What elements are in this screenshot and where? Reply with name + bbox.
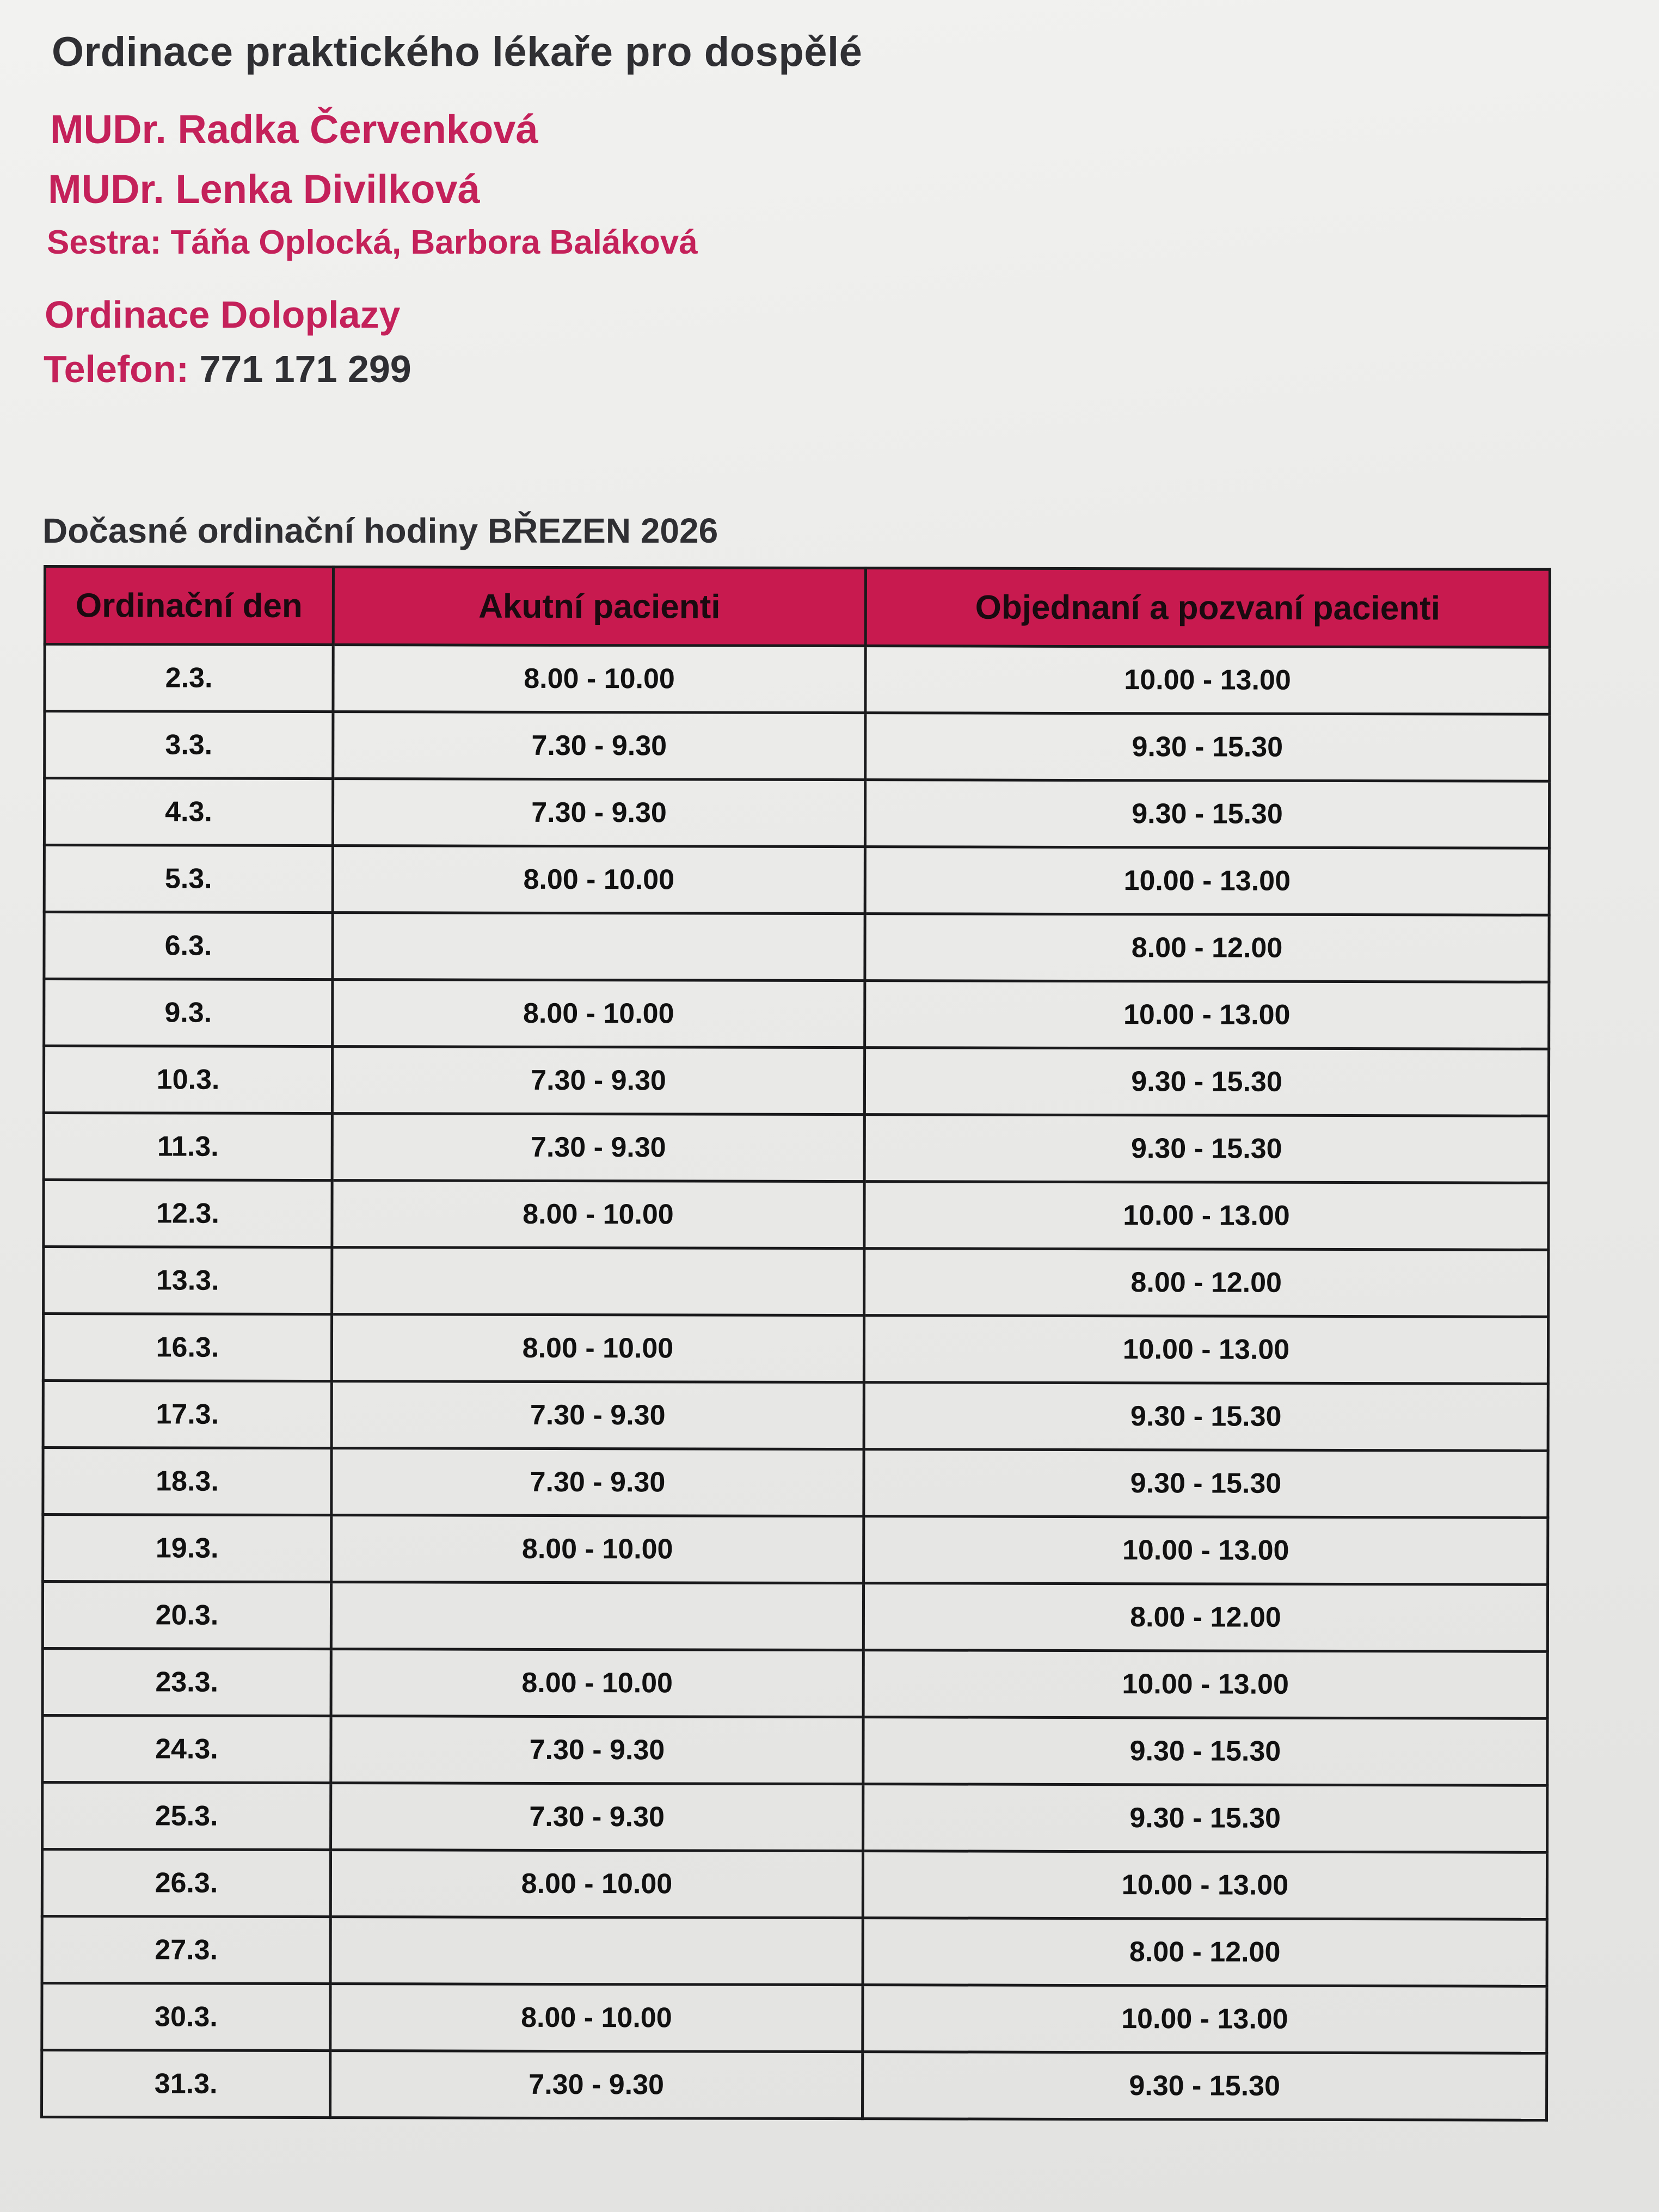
cell-booked: 9.30 - 15.30 <box>864 1115 1549 1183</box>
cell-acute: 8.00 - 10.00 <box>331 1314 864 1382</box>
cell-acute: 7.30 - 9.30 <box>333 779 865 847</box>
cell-acute <box>333 913 865 981</box>
cell-day: 4.3. <box>44 778 333 846</box>
cell-acute: 8.00 - 10.00 <box>333 846 865 914</box>
cell-acute: 8.00 - 10.00 <box>333 645 865 713</box>
nurses-line: Sestra: Táňa Oplocká, Barbora Baláková <box>47 224 698 261</box>
cell-booked: 10.00 - 13.00 <box>865 646 1550 715</box>
cell-booked: 10.00 - 13.00 <box>865 847 1549 915</box>
cell-day: 13.3. <box>44 1247 332 1314</box>
cell-acute: 7.30 - 9.30 <box>331 1448 864 1516</box>
cell-day: 31.3. <box>42 2050 330 2117</box>
cell-day: 26.3. <box>42 1850 330 1917</box>
cell-acute <box>331 1582 863 1650</box>
phone-label: Telefon: <box>44 348 189 390</box>
cell-acute: 8.00 - 10.00 <box>331 1515 864 1583</box>
cell-booked: 10.00 - 13.00 <box>863 1650 1547 1719</box>
cell-acute: 8.00 - 10.00 <box>331 1649 863 1717</box>
table-row <box>44 979 1549 1049</box>
cell-day: 30.3. <box>42 1983 330 2050</box>
table-header-row <box>45 567 1550 648</box>
table-row <box>42 1916 1547 1986</box>
schedule-table <box>40 565 1551 2122</box>
cell-booked: 9.30 - 15.30 <box>864 1048 1549 1116</box>
cell-booked: 9.30 - 15.30 <box>863 1717 1547 1786</box>
column-header-acute: Akutní pacienti <box>333 567 865 646</box>
cell-booked: 8.00 - 12.00 <box>865 914 1549 982</box>
cell-day: 25.3. <box>42 1783 331 1850</box>
cell-booked: 10.00 - 13.00 <box>865 981 1549 1049</box>
cell-day: 27.3. <box>42 1916 330 1983</box>
cell-acute: 7.30 - 9.30 <box>331 1783 863 1851</box>
table-row <box>42 1783 1547 1853</box>
cell-booked: 9.30 - 15.30 <box>863 1784 1547 1853</box>
cell-acute: 7.30 - 9.30 <box>333 712 865 780</box>
table-row <box>43 1515 1548 1585</box>
cell-day: 2.3. <box>45 644 333 712</box>
cell-day: 24.3. <box>42 1716 331 1783</box>
table-row <box>44 1046 1549 1116</box>
table-row <box>43 1381 1548 1451</box>
table-row <box>42 1850 1547 1920</box>
cell-booked: 9.30 - 15.30 <box>865 780 1549 849</box>
office-name: Ordinace Doloplazy <box>45 293 401 336</box>
cell-day: 11.3. <box>44 1113 332 1181</box>
phone-number: 771 171 299 <box>199 348 411 390</box>
cell-day: 12.3. <box>44 1180 332 1248</box>
cell-acute <box>332 1248 864 1316</box>
cell-booked: 8.00 - 12.00 <box>863 1918 1547 1987</box>
cell-acute: 8.00 - 10.00 <box>333 980 865 1048</box>
table-row <box>42 1582 1547 1652</box>
cell-booked: 9.30 - 15.30 <box>865 713 1550 782</box>
cell-acute: 8.00 - 10.00 <box>332 1181 864 1249</box>
table-row <box>44 1247 1549 1317</box>
cell-booked: 10.00 - 13.00 <box>864 1316 1548 1384</box>
table-row <box>44 1113 1549 1183</box>
cell-booked: 8.00 - 12.00 <box>864 1249 1549 1317</box>
table-row <box>44 1180 1549 1250</box>
phone-row <box>44 347 411 391</box>
table-row <box>45 644 1550 715</box>
table-row <box>43 1448 1548 1518</box>
cell-acute: 8.00 - 10.00 <box>330 1984 863 2052</box>
cell-acute: 8.00 - 10.00 <box>330 1850 863 1918</box>
cell-acute: 7.30 - 9.30 <box>332 1114 864 1182</box>
cell-day: 18.3. <box>43 1448 331 1515</box>
column-header-booked: Objednaní a pozvaní pacienti <box>865 568 1550 648</box>
table-row <box>42 1983 1547 2053</box>
cell-booked: 10.00 - 13.00 <box>863 1985 1547 2054</box>
cell-day: 16.3. <box>43 1314 331 1381</box>
cell-day: 23.3. <box>42 1649 331 1716</box>
table-row <box>44 845 1549 915</box>
doctor-name: MUDr. Radka Červenková <box>50 107 538 152</box>
cell-acute: 7.30 - 9.30 <box>330 2051 863 2119</box>
cell-booked: 9.30 - 15.30 <box>864 1382 1548 1451</box>
cell-day: 17.3. <box>43 1381 331 1448</box>
table-row <box>42 1716 1547 1786</box>
table-row <box>42 2050 1547 2120</box>
schedule-heading-prefix: Dočasné ordinační hodiny <box>42 511 478 550</box>
schedule-table-wrapper <box>40 565 1549 2122</box>
cell-booked: 10.00 - 13.00 <box>864 1516 1548 1585</box>
cell-booked: 8.00 - 12.00 <box>863 1583 1547 1652</box>
cell-day: 5.3. <box>44 845 333 913</box>
schedule-heading <box>42 511 718 551</box>
doctor-name: MUDr. Lenka Divilková <box>48 167 480 212</box>
cell-acute <box>330 1917 863 1985</box>
cell-day: 20.3. <box>42 1582 331 1649</box>
table-row <box>44 912 1549 982</box>
cell-acute: 7.30 - 9.30 <box>331 1381 864 1449</box>
schedule-heading-month: BŘEZEN 2026 <box>487 511 718 550</box>
cell-booked: 9.30 - 15.30 <box>863 2052 1547 2121</box>
schedule-table-body <box>42 644 1550 2121</box>
cell-acute: 7.30 - 9.30 <box>331 1716 863 1784</box>
table-row <box>44 778 1549 849</box>
column-header-day: Ordinační den <box>45 567 333 645</box>
cell-booked: 10.00 - 13.00 <box>864 1182 1549 1250</box>
cell-acute: 7.30 - 9.30 <box>332 1047 864 1115</box>
page-title: Ordinace praktického lékaře pro dospělé <box>52 29 863 75</box>
table-row <box>42 1649 1547 1719</box>
cell-day: 6.3. <box>44 912 333 980</box>
cell-day: 9.3. <box>44 979 333 1047</box>
table-row <box>43 1314 1548 1384</box>
cell-booked: 10.00 - 13.00 <box>863 1851 1547 1920</box>
cell-day: 19.3. <box>43 1515 331 1582</box>
cell-day: 10.3. <box>44 1046 332 1114</box>
table-row <box>45 711 1550 782</box>
cell-booked: 9.30 - 15.30 <box>864 1449 1548 1518</box>
cell-day: 3.3. <box>45 711 333 779</box>
